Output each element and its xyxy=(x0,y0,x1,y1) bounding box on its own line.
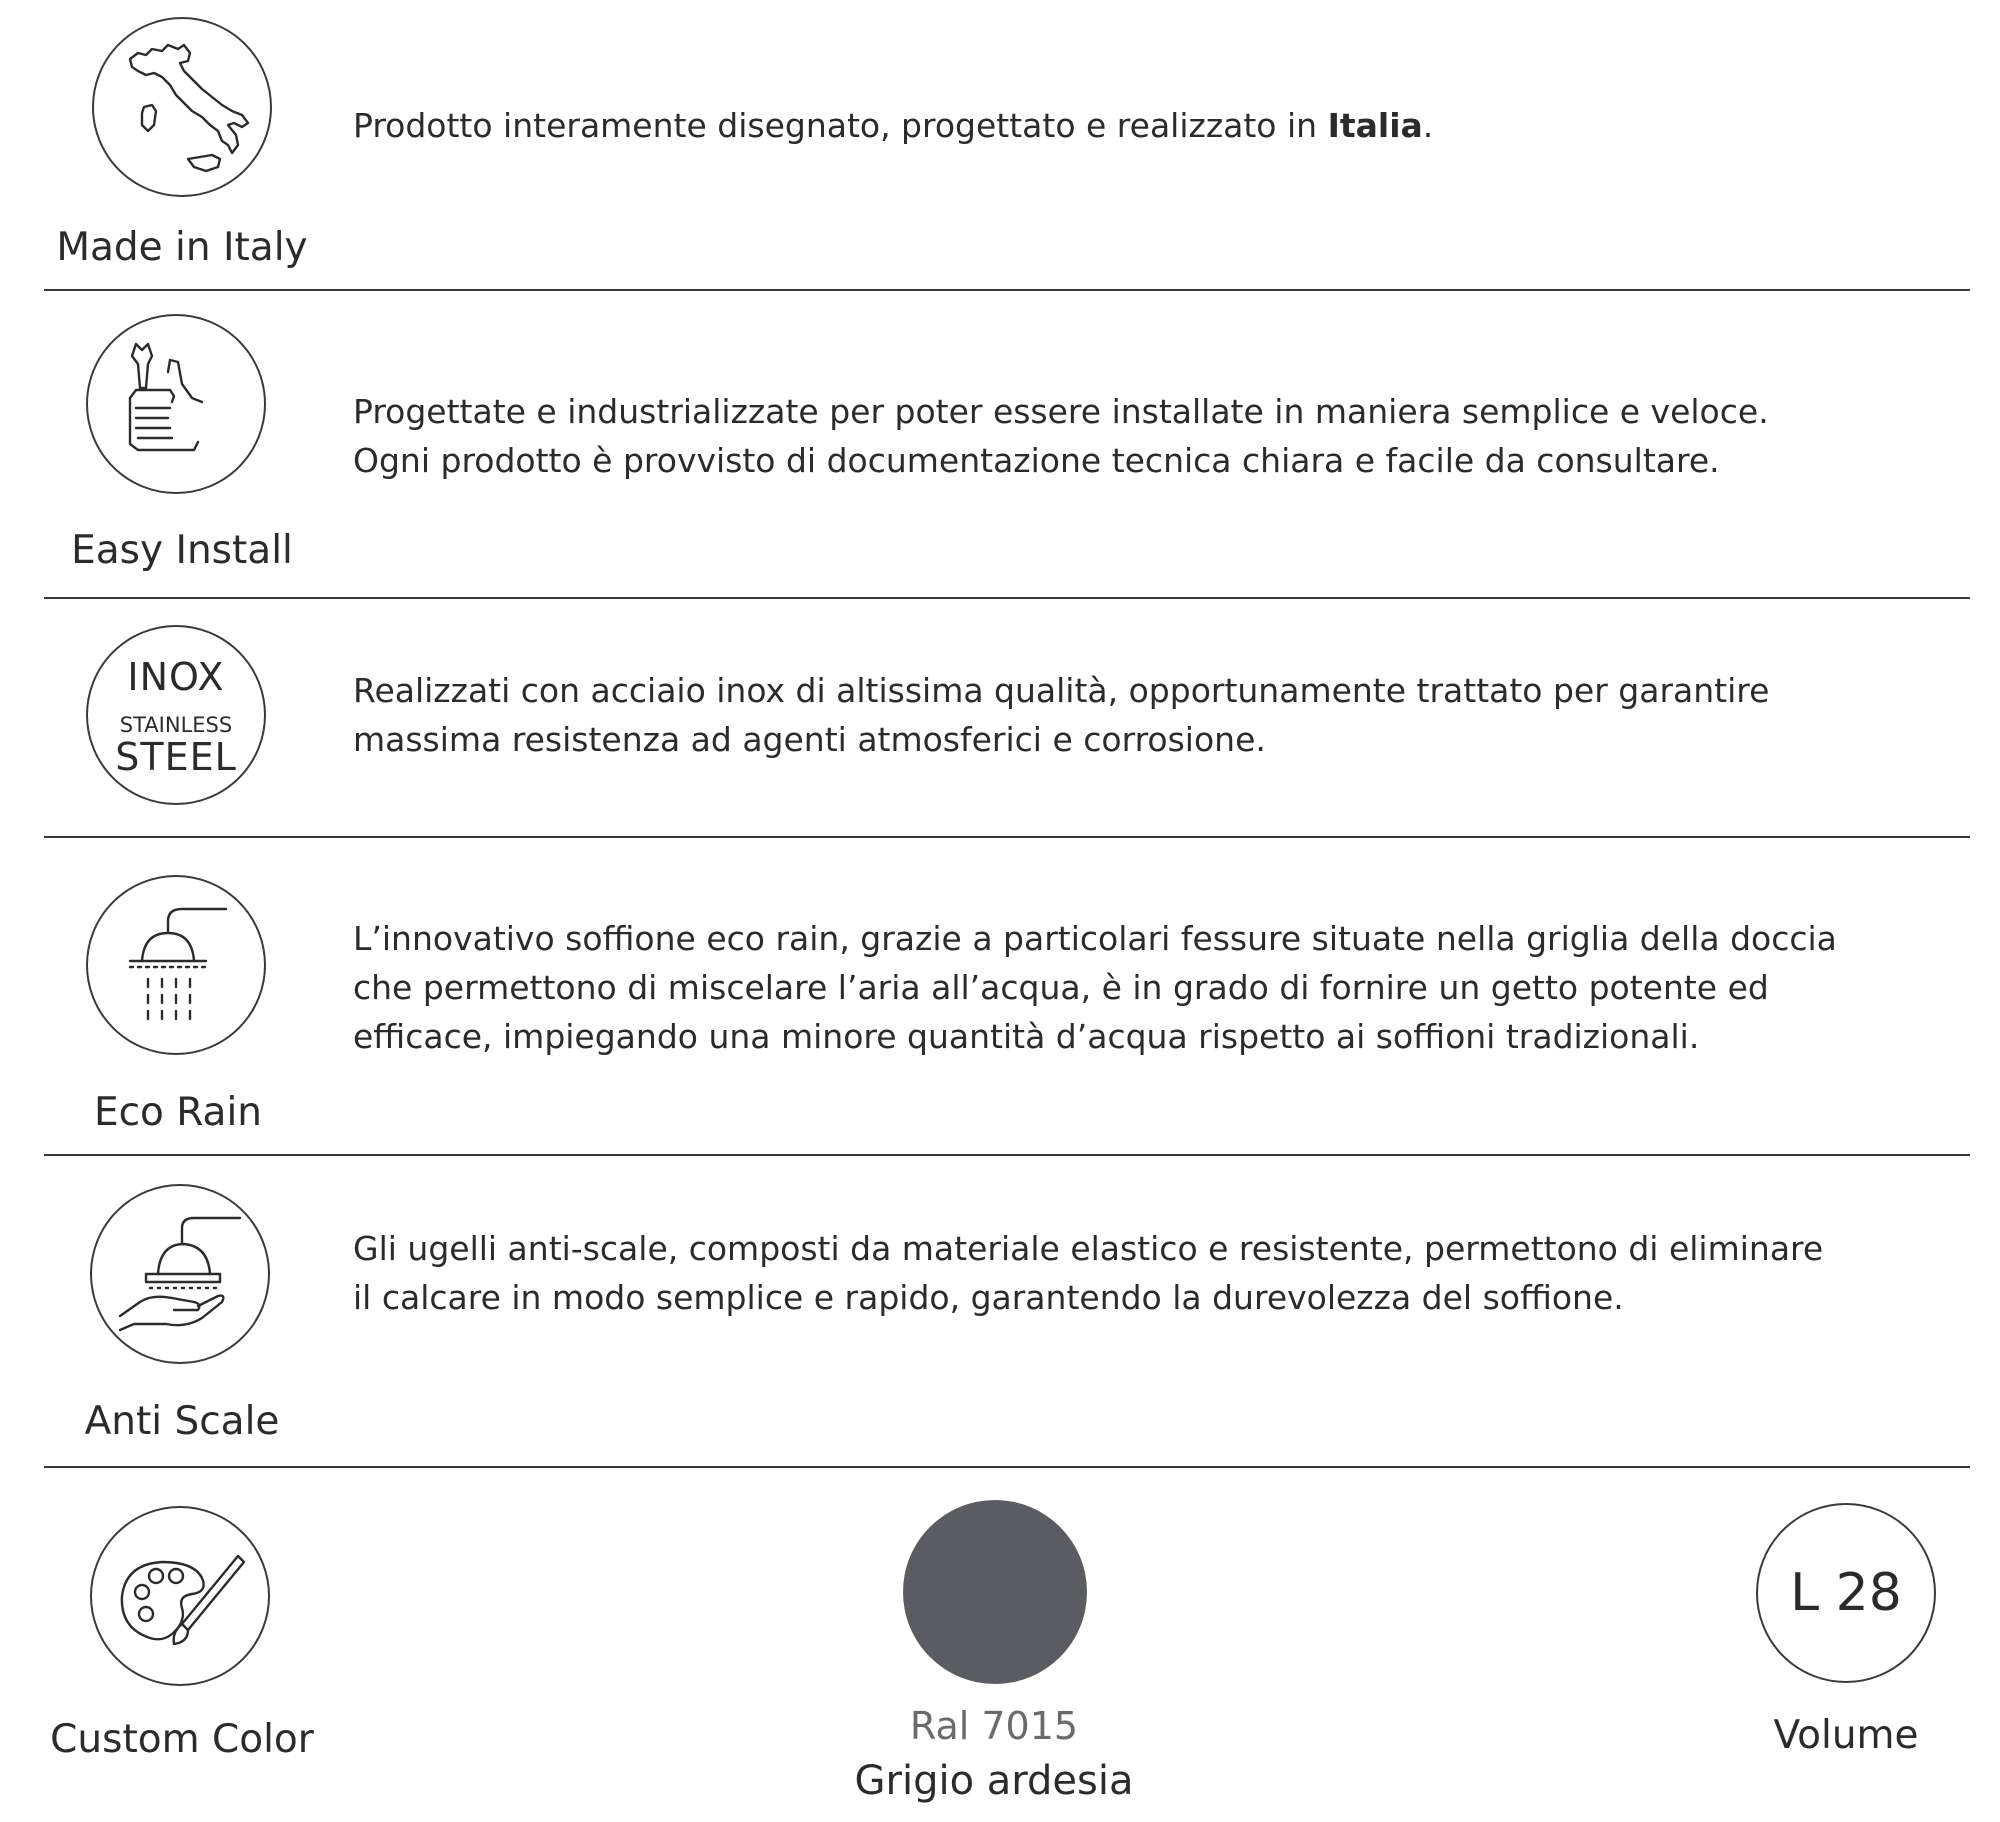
feature-label-eco-rain: Eco Rain xyxy=(93,1090,263,1135)
feature-text-made-in-italy xyxy=(353,101,1973,150)
feature-text-line: il calcare in modo semplice e rapido, garantendo la durevolezza del soffione. xyxy=(353,1278,1624,1317)
easy-install-badge xyxy=(86,314,266,494)
custom-color-label: Custom Color xyxy=(50,1717,314,1762)
swatch-name: Grigio ardesia xyxy=(854,1758,1134,1804)
feature-text-line: Prodotto interamente disegnato, progettato e realizzato in xyxy=(353,106,1328,145)
feature-text-suffix: . xyxy=(1422,106,1434,145)
feature-text-line: Realizzati con acciaio inox di altissima qualità, opportunamente trattato per garantire xyxy=(353,671,1770,710)
feature-text-eco-rain xyxy=(353,914,1973,1061)
wrench-thumbs-up-icon xyxy=(86,314,266,494)
feature-text-anti-scale xyxy=(353,1224,1973,1322)
feature-text-bold: Italia xyxy=(1327,106,1423,145)
volume-label: Volume xyxy=(1773,1713,1919,1758)
volume-value: L 28 xyxy=(1790,1563,1902,1623)
feature-text-line: che permettono di miscelare l’aria all’acqua, è in grado di fornire un getto potente ed xyxy=(353,968,1769,1007)
inox-text: INOX xyxy=(127,655,225,699)
palette-brush-icon xyxy=(90,1506,270,1686)
section-divider xyxy=(44,1466,1970,1468)
feature-text-line: Ogni prodotto è provvisto di documentazione tecnica chiara e facile da consultare. xyxy=(353,441,1720,480)
feature-text-line: Gli ugelli anti-scale, composti da materiale elastico e resistente, permettono di eliminare xyxy=(353,1229,1824,1268)
feature-text-line: Progettate e industrializzate per poter essere installate in maniera semplice e veloce. xyxy=(353,392,1769,431)
eco-rain-badge xyxy=(86,875,266,1055)
made-in-italy-badge xyxy=(92,17,272,197)
section-divider xyxy=(44,1154,1970,1156)
feature-label-made-in-italy: Made in Italy xyxy=(56,225,308,270)
inox-stainless-steel-badge xyxy=(86,625,266,805)
section-divider xyxy=(44,836,1970,838)
feature-label-easy-install: Easy Install xyxy=(71,528,293,573)
volume-badge xyxy=(1756,1503,1936,1683)
steel-text: STEEL xyxy=(115,735,237,779)
color-swatch xyxy=(903,1500,1087,1684)
inox-stainless-steel-icon xyxy=(88,627,264,803)
swatch-code: Ral 7015 xyxy=(909,1704,1079,1748)
feature-text-line: efficace, impiegando una minore quantità d’acqua rispetto ai soffioni tradizionali. xyxy=(353,1017,1700,1056)
italy-map-icon xyxy=(92,17,272,197)
section-divider xyxy=(44,289,1970,291)
anti-scale-badge xyxy=(90,1184,270,1364)
feature-text-line: massima resistenza ad agenti atmosferici e corrosione. xyxy=(353,720,1266,759)
section-divider xyxy=(44,597,1970,599)
custom-color-badge xyxy=(90,1506,270,1686)
feature-text-line: L’innovativo soffione eco rain, grazie a particolari fessure situate nella griglia della doccia xyxy=(353,919,1837,958)
shower-hand-icon xyxy=(90,1184,270,1364)
shower-head-icon xyxy=(86,875,266,1055)
feature-text-easy-install xyxy=(353,387,1973,485)
feature-label-anti-scale: Anti Scale xyxy=(84,1399,280,1444)
stainless-text: STAINLESS xyxy=(119,713,233,737)
feature-text-inox xyxy=(353,666,1973,764)
